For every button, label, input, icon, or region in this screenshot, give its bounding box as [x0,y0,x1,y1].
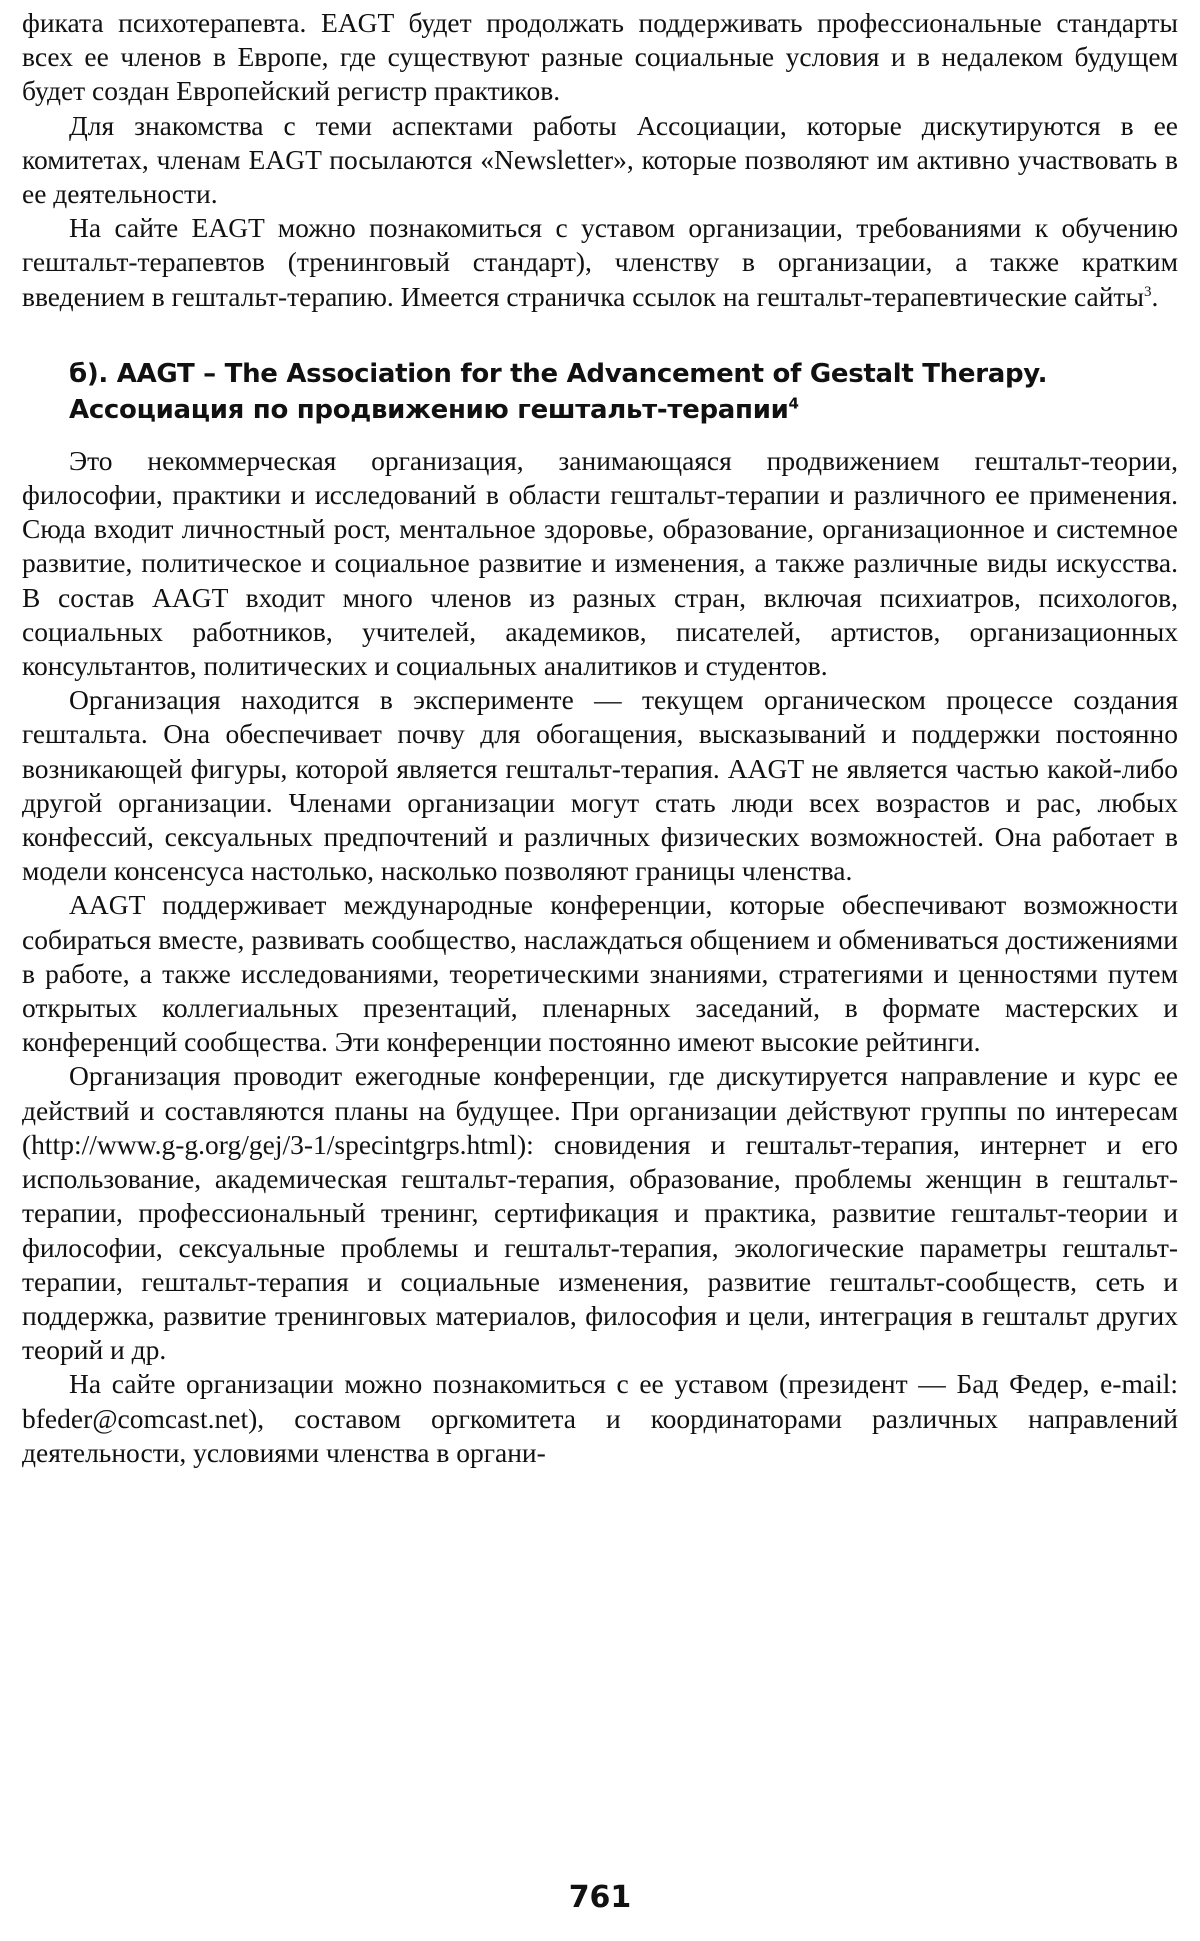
body-paragraph: AAGT поддерживает международные конференции, которые обеспечивают возможности собираться вместе, развивать сообщество, наслаждаться общением и обмениваться достижениями в работе, а также исследованиями, теоретическими знаниями, стратегиями и ценностями путем открытых коллегиальных презентаций, пленарных заседаний, в формате мастерских и конференций сообщества. Эти конференции постоянно имеют высокие рейтинги. [22,889,1178,1058]
body-paragraph: Организация проводит ежегодные конференции, где дискутируется направление и курс ее действий и составляются планы на будущее. При организации действуют группы по интересам (http://www.g-g.org/gej/3-1/specintgrps.html): сновидения и гештальт-терапия, интернет и его использование, академическая гештальт-терапия, образование, проблемы женщин в гештальт-терапии, профессиональный тренинг, сертификация и практика, развитие гештальт-теории и философии, сексуальные проблемы и гештальт-терапия, экологические параметры гештальт-терапии, гештальт-терапия и социальные изменения, развитие гештальт-сообществ, сеть и поддержка, развитие тренинговых материалов, философия и цели, интеграция в гештальт других теорий и др. [22,1060,1178,1366]
intro-paragraph-continuation: фиката психотерапевта. EAGT будет продолжать поддерживать профессиональные стандарты всех ее членов в Европе, где существуют разные социальные условия и в недалеком будущем будет создан Европейский регистр практиков. [22,7,1178,107]
section-title-russian-line [69,392,1178,428]
footnote-marker: 3 [1143,283,1152,300]
footnote-marker: 4 [788,394,799,413]
page-number: 761 [568,1880,632,1915]
eagt-site-paragraph [22,211,1178,314]
eagt-site-text: На сайте EAGT можно познакомиться с уставом организации, требованиями к обучению гештальт-терапевтов (тренинговый стандарт), членству в организации, а также кратким введением в гештальт-терапию. Имеется страничка ссылок на гештальт-терапевтические сайты [22,212,1178,312]
section-title-russian: Ассоциация по продвижению гештальт-терапии [69,394,789,425]
section-title-english: б). AAGT – The Association for the Advancement of Gestalt Therapy. [69,358,1048,389]
eagt-site-end: . [1151,280,1159,312]
book-page [22,6,1178,1470]
newsletter-paragraph: Для знакомства с теми аспектами работы Ассоциации, которые дискутируются в ее комитетах, членам EAGT посылаются «Newsletter», которые позволяют им активно участвовать в ее деятельности. [22,109,1178,210]
body-paragraph: На сайте организации можно познакомиться с ее уставом (президент — Бад Федер, e-mail: bfeder@comcast.net), составом оргкомитета и координаторами различных направлений деятельности, условиями членства в органи- [22,1368,1178,1468]
section-heading [69,356,1178,428]
body-paragraph: Это некоммерческая организация, занимающаяся продвижением гештальт-теории, философии, практики и исследований в области гештальт-терапии и различного ее применения. Сюда входит личностный рост, ментальное здоровье, образование, организационное и системное развитие, политическое и социальное развитие и изменения, а также различные виды искусства. В состав AAGT входит много членов из разных стран, включая психиатров, психологов, социальных работников, учителей, академиков, писателей, артистов, организационных консультантов, политических и социальных аналитиков и студентов. [22,444,1178,682]
body-paragraph: Организация находится в эксперименте — текущем органическом процессе создания гештальта. Она обеспечивает почву для обогащения, высказываний и поддержки постоянно возникающей фигуры, которой является гештальт-терапия. AAGT не является частью какой-либо другой организации. Членами организации могут стать люди всех возрастов и рас, любых конфессий, сексуальных предпочтений и различных физических возможностей. Она работает в модели консенсуса настолько, насколько позволяют границы членства. [22,684,1178,887]
